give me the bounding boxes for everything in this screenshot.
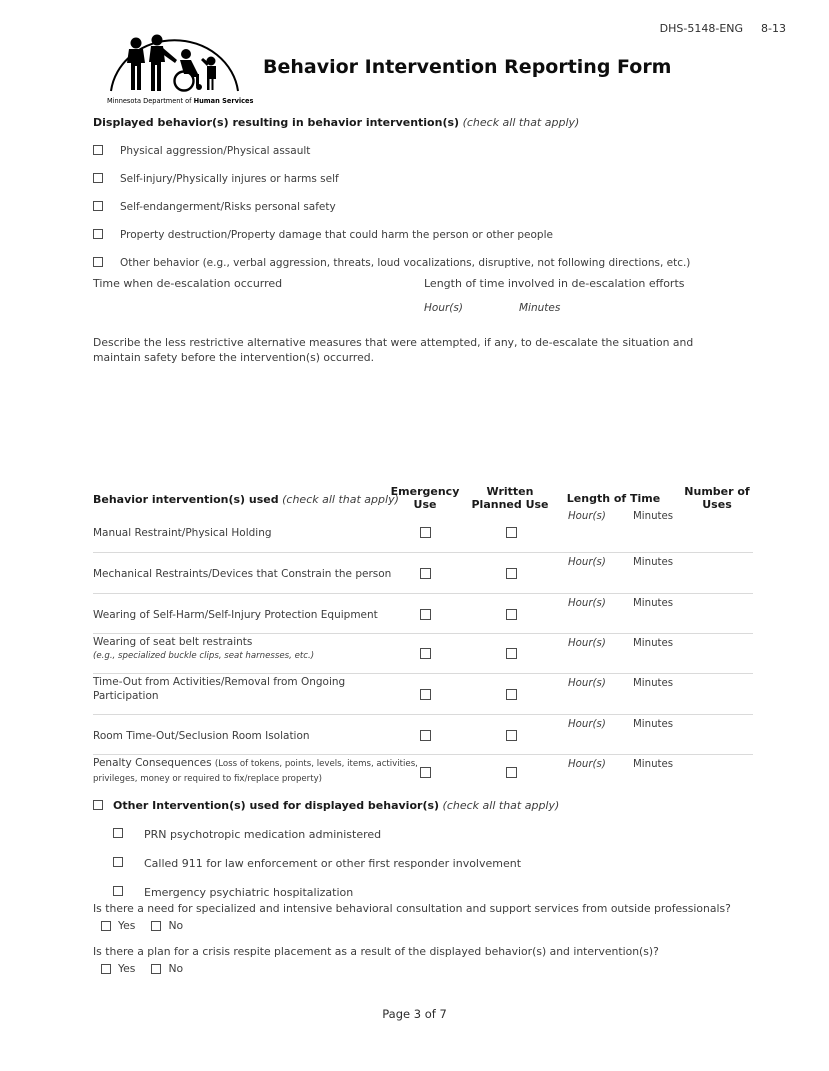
behavior-label: Other behavior (e.g., verbal aggression, threats, loud vocalizations, disruptive, not following directions, etc.) [120,257,691,269]
other-item-label: Emergency psychiatric hospitalization [144,886,354,899]
question-crisis-respite [93,945,793,975]
other-item-label: Called 911 for law enforcement or other first responder involvement [144,857,522,870]
other-interventions-section [93,799,773,899]
interventions-heading-note: (check all that apply) [282,493,399,506]
other-row-prn-medication [113,828,773,841]
question-text: Is there a need for specialized and intensive behavioral consultation and support services from outside professionals? [93,902,731,915]
minutes-label: Minutes [633,511,674,522]
minutes-label: Minutes [633,638,674,649]
hours-label: Hour(s) [424,302,463,314]
page-title: Behavior Intervention Reporting Form [263,56,672,78]
row-divider [93,754,753,755]
behavior-row-property-destruction [93,229,753,241]
minutes-label: Minutes [633,557,674,568]
row-label-text: Penalty Consequences [93,757,212,769]
cb-seat-belt-emergency[interactable] [420,648,431,659]
behavior-label: Physical aggression/Physical assault [120,145,311,157]
displayed-behaviors-section [93,116,753,269]
cb-manual-restraint-emergency[interactable] [420,527,431,538]
cb-self-endangerment[interactable] [93,201,103,211]
col-header-number-of-uses: Number of Uses [684,485,750,511]
mn-dhs-logo [107,28,254,105]
row-hours-minutes [568,511,688,522]
cb-penalty-planned[interactable] [506,767,517,778]
row-hours-minutes [568,598,688,609]
interventions-heading-text: Behavior intervention(s) used [93,493,279,506]
hours-label: Hour(s) [568,759,606,770]
row-divider [93,633,753,634]
cb-penalty-emergency[interactable] [420,767,431,778]
yes-no-row [101,962,793,975]
row-label-note: (e.g., specialized buckle clips, seat harnesses, etc.) [93,650,315,661]
cb-q1-yes[interactable] [101,921,111,931]
row-label-room-time-out: Room Time-Out/Seclusion Room Isolation [93,730,310,742]
row-hours-minutes [568,638,688,649]
minutes-label: Minutes [633,678,674,689]
row-label-text: Wearing of seat belt restraints [93,636,253,648]
cb-q2-no[interactable] [151,964,161,974]
row-divider [93,673,753,674]
logo-caption-regular: Minnesota Department of [107,97,194,105]
cb-protection-equipment-emergency[interactable] [420,609,431,620]
other-row-called-911 [113,857,773,870]
form-revision: 8-13 [761,22,786,35]
other-interventions-heading [113,799,559,812]
form-number-code: DHS-5148-ENG [659,22,744,35]
question-outside-professionals [93,902,793,932]
behavior-row-other-behavior [93,257,753,269]
mn-dhs-logo-caption [107,97,254,105]
other-row-psychiatric-hospitalization [113,886,773,899]
row-hours-minutes [568,719,688,730]
hours-label: Hour(s) [568,557,606,568]
row-divider [93,552,753,553]
cb-other-behavior[interactable] [93,257,103,267]
hours-label: Hour(s) [568,511,606,522]
interventions-table-heading [93,493,399,506]
behavior-row-self-endangerment [93,201,753,213]
cb-property-destruction[interactable] [93,229,103,239]
col-header-written-planned-use: Written Planned Use [471,485,549,511]
yes-label: Yes [118,962,136,975]
cb-room-time-out-planned[interactable] [506,730,517,741]
time-hours-minutes [424,302,561,314]
row-label-penalty-consequences [93,757,423,786]
cb-q2-yes[interactable] [101,964,111,974]
displayed-behaviors-heading-text: Displayed behavior(s) resulting in behavior intervention(s) [93,116,460,129]
minutes-label: Minutes [633,598,674,609]
yes-label: Yes [118,919,136,932]
cb-mechanical-restraints-emergency[interactable] [420,568,431,579]
logo-caption-bold: Human Services [193,97,254,105]
col-header-emergency-use: Emergency Use [390,485,460,511]
behavior-label: Property destruction/Property damage that could harm the person or other people [120,229,553,241]
cb-q1-no[interactable] [151,921,161,931]
cb-time-out-planned[interactable] [506,689,517,700]
row-hours-minutes [568,759,688,770]
minutes-label: Minutes [633,719,674,730]
row-label-seat-belt-restraints [93,636,438,663]
minutes-label: Minutes [633,759,674,770]
displayed-behaviors-heading-note: (check all that apply) [462,116,580,129]
row-divider [93,714,753,715]
cb-other-interventions[interactable] [93,800,103,810]
row-divider [93,593,753,594]
cb-time-out-emergency[interactable] [420,689,431,700]
cb-room-time-out-emergency[interactable] [420,730,431,741]
cb-seat-belt-planned[interactable] [506,648,517,659]
cb-psychiatric-hospitalization[interactable] [113,886,123,896]
row-label-note: (Loss of tokens, points, levels, items, activities, privileges, money or required to fix/replace property) [93,759,418,784]
row-label-time-out-activities: Time-Out from Activities/Removal from Ongoing Participation [93,676,346,702]
interventions-table [93,483,753,795]
other-interventions-heading-note: (check all that apply) [442,799,560,812]
cb-self-injury[interactable] [93,173,103,183]
form-number [660,22,786,35]
other-item-label: PRN psychotropic medication administered [144,828,382,841]
hours-label: Hour(s) [568,678,606,689]
behavior-label: Self-endangerment/Risks personal safety [120,201,336,213]
no-label: No [168,919,184,932]
length-of-time-label: Length of time involved in de-escalation efforts [424,277,685,290]
other-interventions-heading-row [93,799,773,812]
page-number: Page 3 of 7 [382,1007,447,1021]
row-label-mechanical-restraints: Mechanical Restraints/Devices that Constrain the person [93,568,392,580]
other-interventions-heading-text: Other Intervention(s) used for displayed behavior(s) [113,799,440,812]
minutes-label: Minutes [519,302,561,314]
row-hours-minutes [568,557,688,568]
time-when-label: Time when de-escalation occurred [93,277,283,290]
col-header-length-of-time: Length of Time [566,492,661,505]
question-text: Is there a plan for a crisis respite placement as a result of the displayed behavior(s) and intervention(s)? [93,945,659,958]
displayed-behaviors-heading [93,116,753,129]
cb-manual-restraint-planned[interactable] [506,527,517,538]
behavior-row-self-injury [93,173,753,185]
cb-prn-medication[interactable] [113,828,123,838]
row-label-manual-restraint: Manual Restraint/Physical Holding [93,527,272,539]
cb-protection-equipment-planned[interactable] [506,609,517,620]
behavior-label: Self-injury/Physically injures or harms self [120,173,339,185]
yes-no-row [101,919,793,932]
row-hours-minutes [568,678,688,689]
hours-label: Hour(s) [568,638,606,649]
row-label-protection-equipment: Wearing of Self-Harm/Self-Injury Protection Equipment [93,609,378,621]
describe-alternative-measures-prompt: Describe the less restrictive alternative measures that were attempted, if any, to de-escalate the situation and maintain safety before the intervention(s) occurred. [93,336,694,364]
hours-label: Hour(s) [568,598,606,609]
cb-called-911[interactable] [113,857,123,867]
behavior-row-physical-aggression [93,145,753,157]
cb-physical-aggression[interactable] [93,145,103,155]
hours-label: Hour(s) [568,719,606,730]
mn-dhs-logo-icon [107,28,243,96]
cb-mechanical-restraints-planned[interactable] [506,568,517,579]
no-label: No [168,962,184,975]
